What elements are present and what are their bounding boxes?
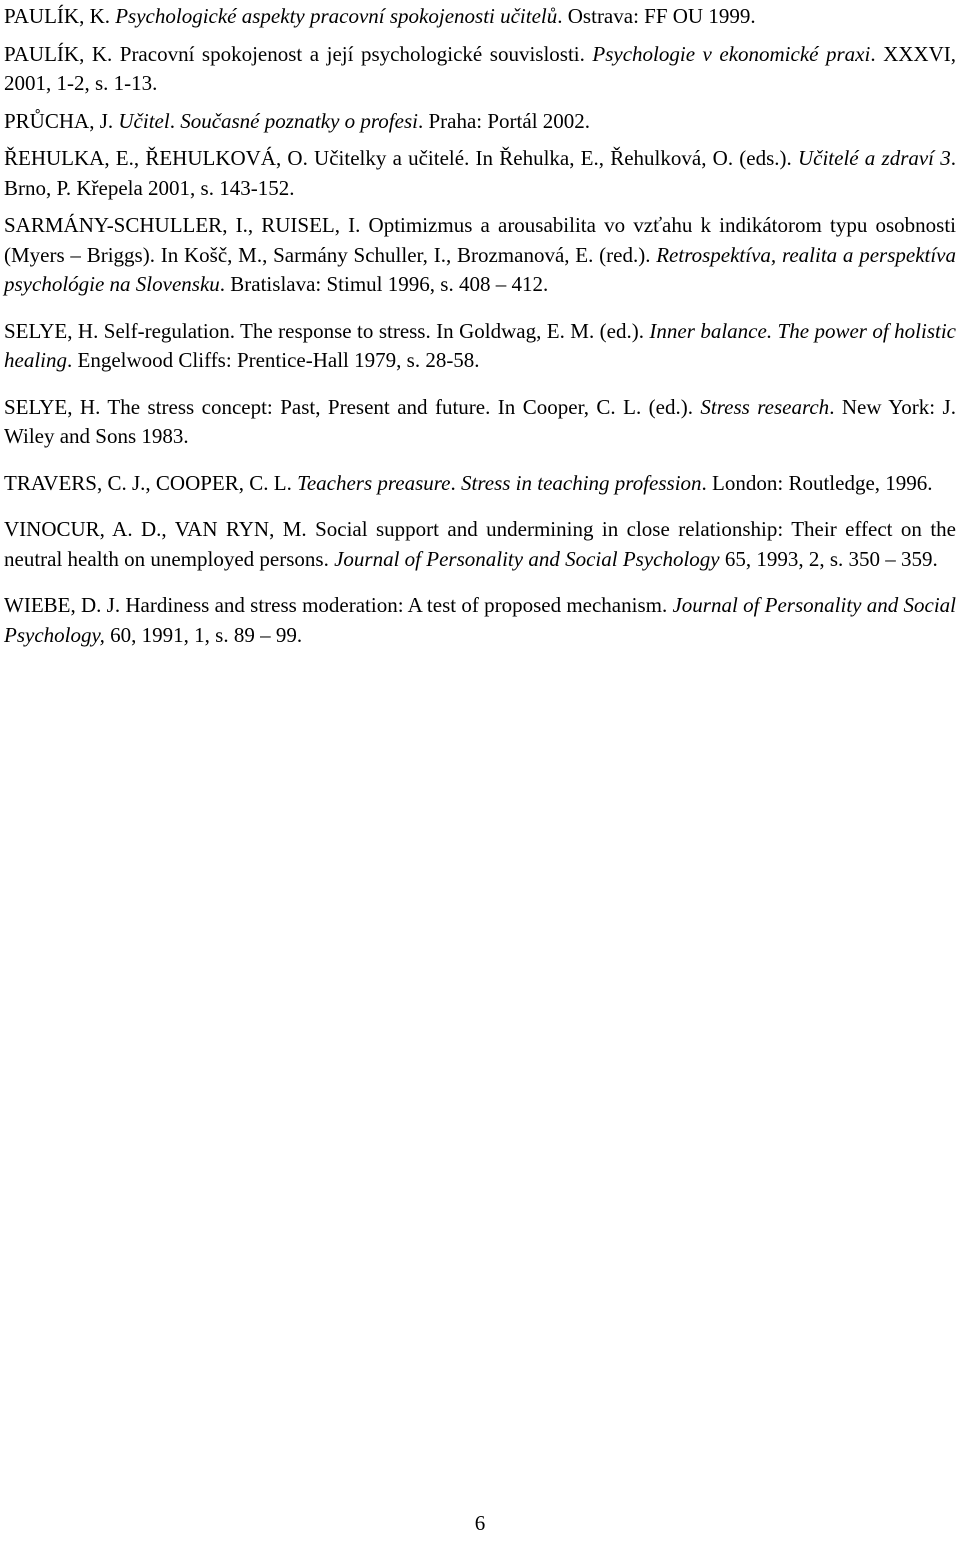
reference-text: . Bratislava: Stimul 1996, s. 408 – 412. xyxy=(219,272,549,296)
reference-text: . Ostrava: FF OU 1999. xyxy=(557,4,756,28)
reference-entry xyxy=(4,107,956,137)
reference-text: . New York: J. Wiley and Sons 1983. xyxy=(4,394,956,448)
reference-text: ŘEHULKA, E., ŘEHULKOVÁ, O. Učitelky a učitelé. In Řehulka, E., Řehulková, O. (eds.). xyxy=(4,146,798,170)
reference-text: . Praha: Portál 2002. xyxy=(417,108,591,133)
reference-text: PAULÍK, K. Pracovní spokojenost a její psychologické souvislosti. xyxy=(4,41,593,66)
reference-entry xyxy=(4,317,956,376)
reference-entry xyxy=(4,515,956,574)
reference-text: PAULÍK, K. xyxy=(4,4,116,28)
reference-title-italic: Journal of Personality and Social Psychology xyxy=(334,546,720,571)
reference-title-italic: Teachers preasure xyxy=(297,470,451,495)
reference-title-italic: Stress in teaching profession xyxy=(461,470,702,495)
reference-text: . xyxy=(450,470,462,495)
reference-entry xyxy=(4,469,956,499)
reference-text: 65, 1993, 2, s. 350 – 359. xyxy=(719,546,938,571)
reference-text: . Brno, P. Křepela 2001, s. 143-152. xyxy=(4,146,956,200)
reference-title-italic: Psychologie v ekonomické praxi xyxy=(592,41,871,66)
reference-text: VINOCUR, A. D., VAN RYN, M. Social support and undermining in close relationship: Their effect on the neutral health on unemployed persons. xyxy=(4,517,956,571)
reference-text: . XXXVI, 2001, 1-2, s. 1-13. xyxy=(4,41,956,95)
reference-text: PRŮCHA, J. xyxy=(4,108,119,133)
reference-title-italic: Stress research xyxy=(700,394,830,419)
reference-text: SELYE, H. The stress concept: Past, Present and future. In Cooper, C. L. (ed.). xyxy=(4,394,701,419)
reference-text: . Engelwood Cliffs: Prentice-Hall 1979, s. 28-58. xyxy=(67,348,480,372)
reference-entry xyxy=(4,40,956,99)
reference-text: . London: Routledge, 1996. xyxy=(701,470,933,495)
reference-text: WIEBE, D. J. Hardiness and stress moderation: A test of proposed mechanism. xyxy=(4,593,673,617)
reference-title-italic: Učitelé a zdraví 3 xyxy=(797,146,951,170)
reference-entry xyxy=(4,144,956,203)
reference-title-italic: Retrospektíva, realita a perspektíva psychológie na Slovensku xyxy=(4,242,957,296)
reference-text: . xyxy=(169,108,181,133)
reference-title-italic: Journal of Personality and Social Psychology, xyxy=(4,593,956,647)
reference-title-italic: Inner balance. The power of holistic healing xyxy=(4,318,956,372)
reference-text: TRAVERS, C. J., COOPER, C. L. xyxy=(4,470,298,495)
reference-entry xyxy=(4,2,956,32)
reference-title-italic: Učitel xyxy=(118,108,170,133)
reference-title-italic: Psychologické aspekty pracovní spokojenosti učitelů xyxy=(115,4,558,28)
page-number: 6 xyxy=(474,1511,486,1535)
reference-text: SELYE, H. Self-regulation. The response to stress. In Goldwag, E. M. (ed.). xyxy=(4,318,650,343)
reference-entry xyxy=(4,393,956,452)
reference-title-italic: Současné poznatky o profesi xyxy=(180,108,418,133)
reference-text: 60, 1991, 1, s. 89 – 99. xyxy=(104,622,303,647)
reference-text: SARMÁNY-SCHULLER, I., RUISEL, I. Optimizmus a arousabilita vo vzťahu k indikátorom typu osobnosti (Myers – Briggs). In Košč, M., Sarmány Schuller, I., Brozmanová, E. (red.). xyxy=(4,213,956,267)
reference-list xyxy=(4,2,956,667)
reference-entry xyxy=(4,591,956,650)
reference-entry xyxy=(4,211,956,300)
